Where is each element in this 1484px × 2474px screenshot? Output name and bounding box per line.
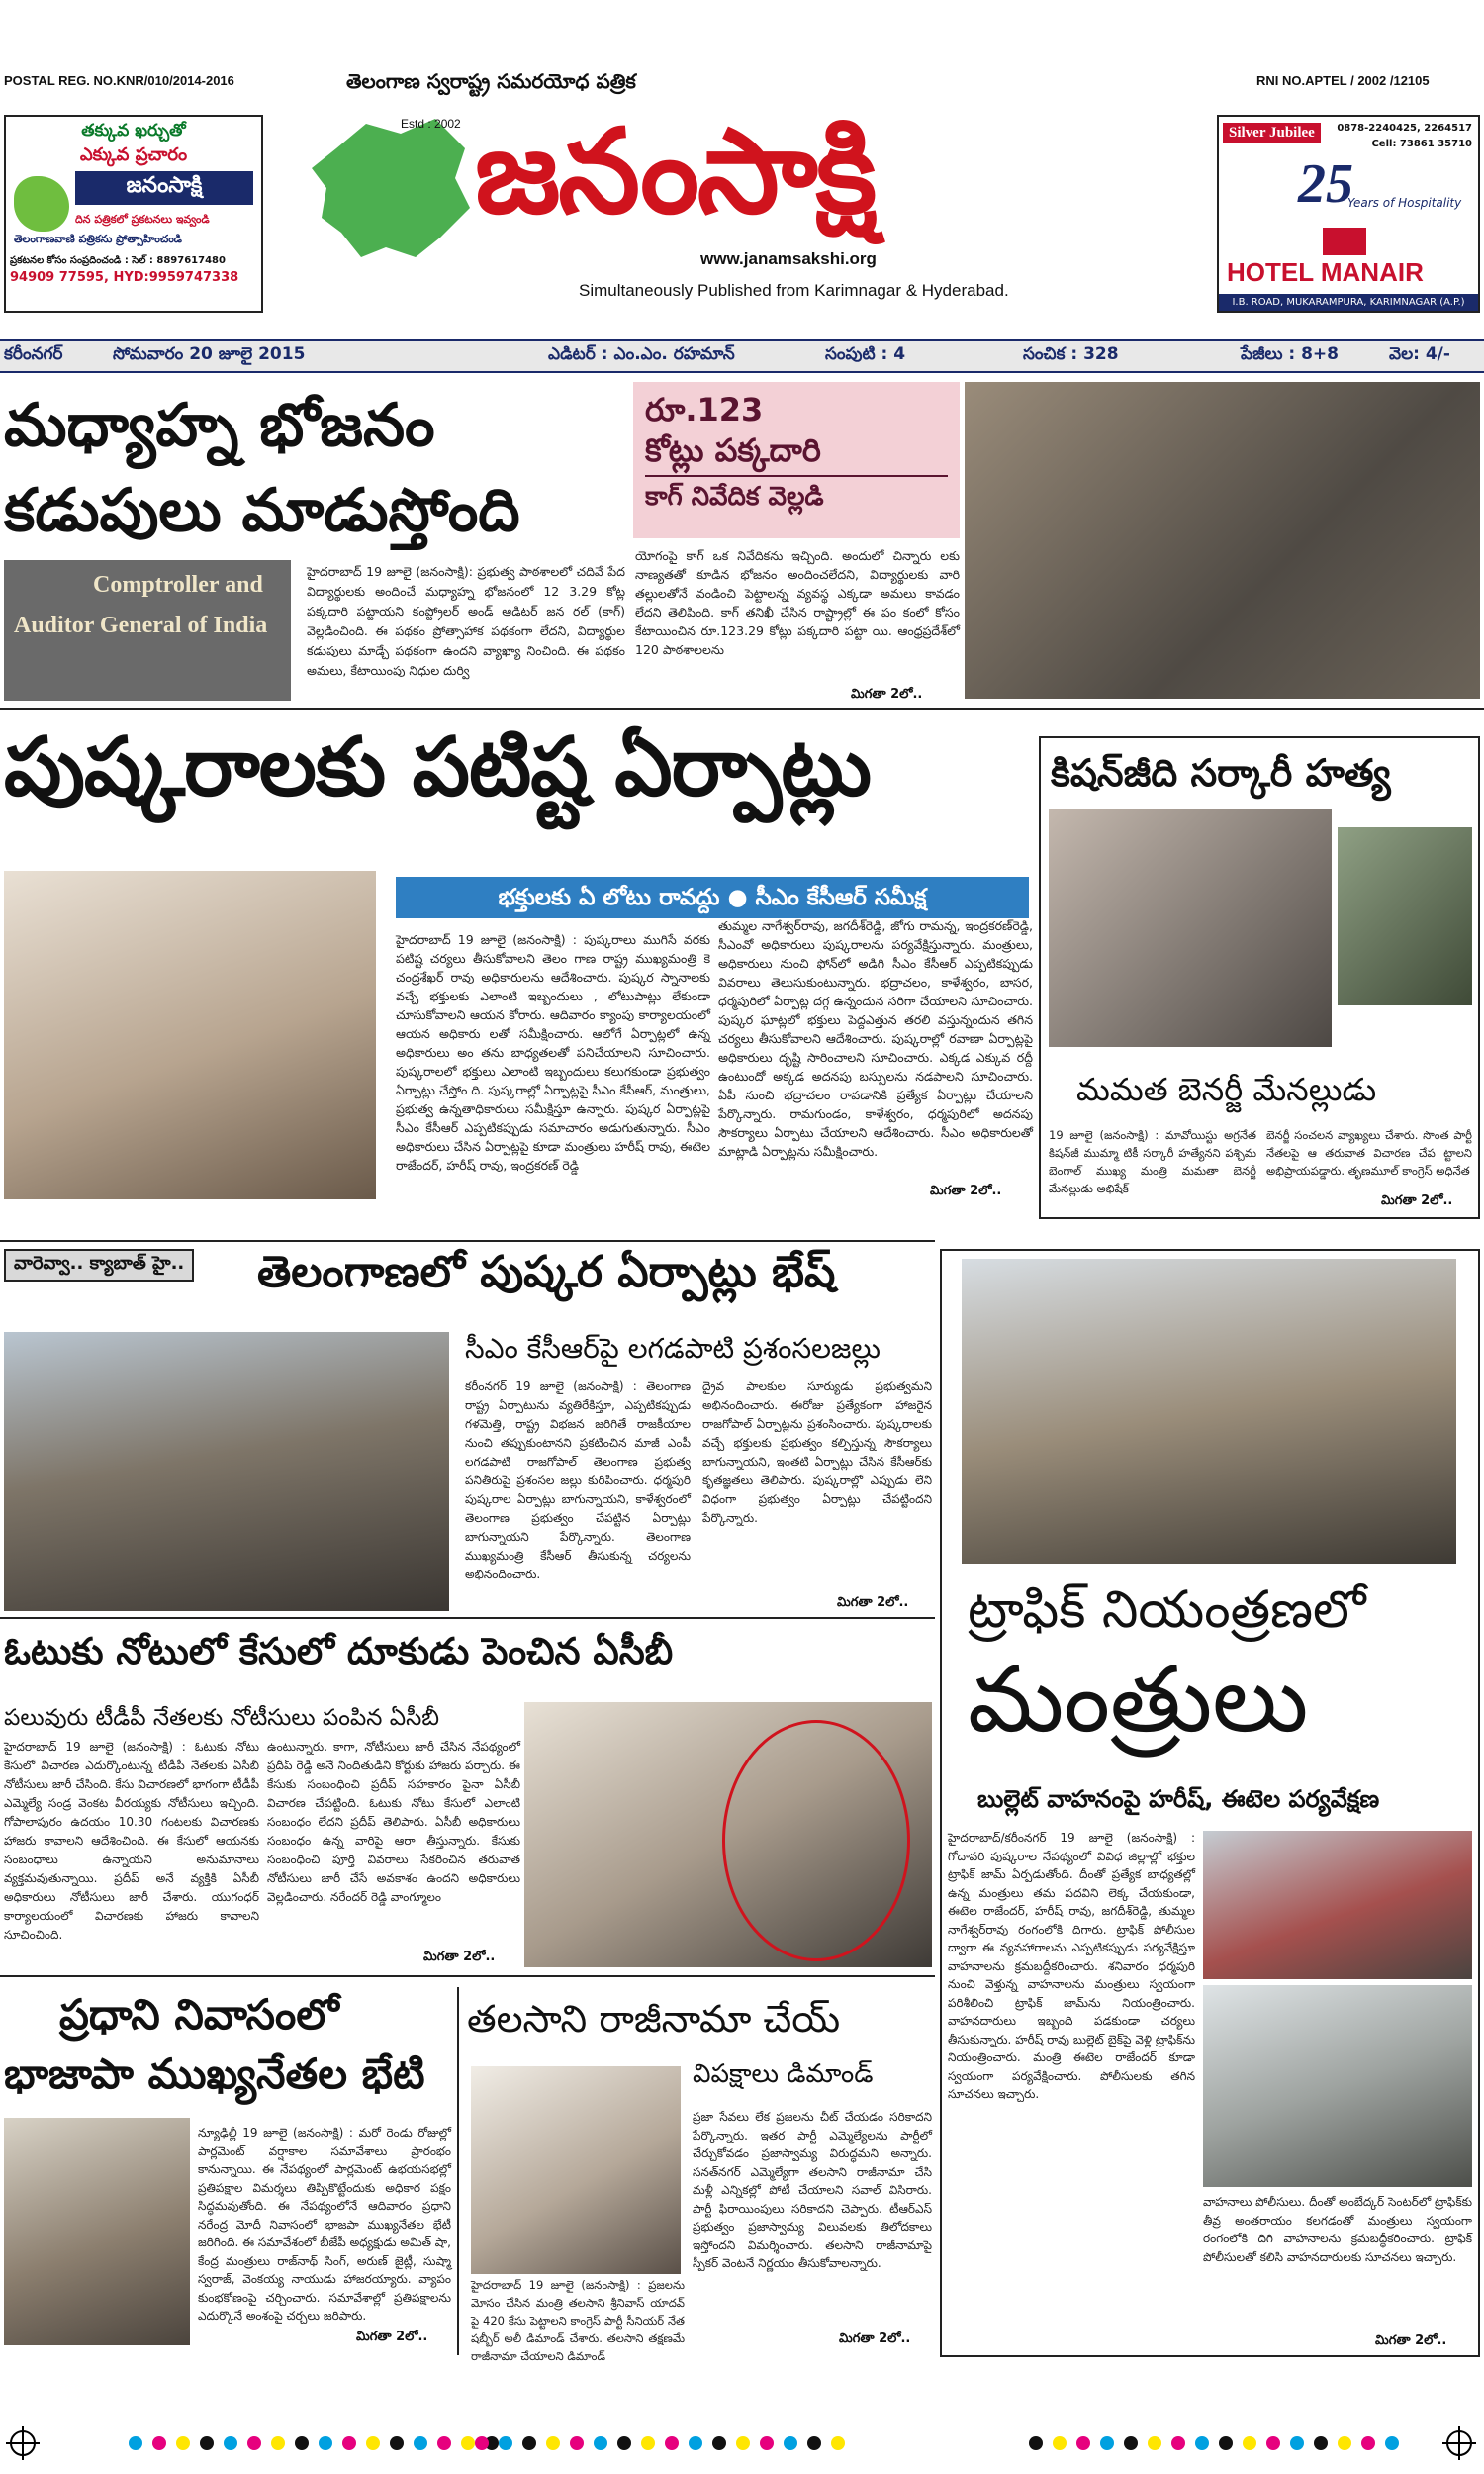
story6-headline: ట్రాఫిక్ నియంత్రణలో (968, 1580, 1366, 1640)
right-ad-phone1: 0878-2240425, 2264517 (1337, 123, 1472, 134)
bjp-leaders-photo (4, 2118, 190, 2345)
highlight-circle (722, 1720, 910, 1961)
children-eating-photo (965, 382, 1480, 699)
paper-title: జనంసాక్షి (475, 103, 876, 239)
divider (0, 1240, 935, 1242)
story6-headline-big: మంత్రులు (968, 1647, 1309, 1753)
story8-continued[interactable]: మిగతా 2లో.. (839, 2331, 911, 2346)
story5-continued[interactable]: మిగతా 2లో.. (423, 1950, 496, 1964)
cag-photo-text2: Auditor General of India (14, 613, 268, 638)
website-link[interactable]: www.janamsakshi.org (700, 249, 877, 268)
dateline-price: వెల: 4/- (1389, 344, 1450, 364)
dateline-issue: సంచిక : 328 (1023, 344, 1119, 364)
story7-continued[interactable]: మిగతా 2లో.. (356, 2330, 428, 2344)
dateline-date: సోమవారం 20 జూలై 2015 (113, 344, 306, 364)
divider (0, 1617, 935, 1619)
story5-column2: ఉంటున్నారు. కాగా, నోటీసులు జారీ చేసిన నేపథ్యంలో ప్రదీప్ రెడ్డి అనే నిందితుడిని కోర్టుకు హాజరు పర్చారు. ఈ కేసుకు సంబంధించి ప్రదీప్ సహకారం పైనా ఏసీబీ విచారణ చేపట్టింది. ఓటుకు నోటు కేసులో ఎలాంటి సంబంధం లేదని ప్రదీప్ తెలిపారు. ఏసీబీ అధికారులు సంబంధం ఉన్న వారిపై ఆరా తీస్తున్నారు. కేసుకు సంబంధించి పూర్తి వివరాలు సేకరించిన తరువాత నోటీసులు జారీ చేసే అవకాశం ఉందని అధికారులు వెల్లడించారు. నరేందర్ రెడ్డి వాంగ్మూలం (267, 1740, 520, 1904)
story1-column2: యోగంపై కాగ్ ఒక నివేదికను ఇచ్చింది. అందులో చిన్నారు లకు నాణ్యతతో కూడిన భోజనం అందించలేదని, విద్యార్థులకు వారి తల్లులతోనే వండించి పెట్టాలన్న వ్యవస్థ ఎక్కడా అమలు కావడం లేదని తెలిపింది. కాగ్ తనిఖీ చేసిన రాష్ట్రాల్లో ఈ పం కంలో కోసం కేటాయించిన రూ.123.29 కోట్లు పక్కదారి పట్టా యి. ఆంధ్రప్రదేశ్‌లో 120 పాఠశాలలను (635, 548, 960, 657)
story6-continued[interactable]: మిగతా 2లో.. (1375, 2333, 1447, 2348)
story8-column2: ప్రజా సేవలు లేక ప్రజలను చీట్ చేయడం సరికాదని పేర్కొన్నారు. ఇతర పార్టీ ఎమ్మెల్యేలను పార్టీలో చేర్చుకోవడం ప్రజాస్వామ్య విరుద్ధమని అన్నారు. సనత్‌నగర్ ఎమ్మెల్యేగా తలసాని రాజీనామా చేసి మళ్లీ ఎన్నికల్లో పోటీ చేయాలని సవాల్ విసిరారు. పార్టీ ఫిరాయింపులు సరికాదని చెప్పారు. టీఆర్ఎస్ ప్రభుత్వం ప్రజాస్వామ్య విలువలకు తిలోదకాలు ఇస్తోందని విమర్శించారు. తలసాని రాజీనామాపై స్పీకర్ వెంటనే నిర్ణయం తీసుకోవాలన్నారు. (693, 2110, 932, 2270)
dateline-pages: పేజీలు : 8+8 (1241, 344, 1339, 364)
left-ad-line1: తక్కువ ఖర్చుతో (81, 121, 186, 141)
cag-photo (4, 560, 291, 701)
story4-subhead: సీఎం కేసీఆర్‌పై లగడపాటి ప్రశంసలజల్లు (465, 1332, 881, 1365)
story6-subhead: బుల్లెట్ వాహనంపై హరీష్, ఈటెల పర్యవేక్షణ (977, 1785, 1380, 1813)
story2-column1: హైదరాబాద్ 19 జూలై (జనంసాక్షి) : పుష్కరాలు ముగిసే వరకు పటిష్ట చర్యలు తీసుకోవాలని తెలం గాణ రాష్ట్ర ముఖ్యమంత్రి కె చంద్రశేఖర్ రావు అధికారులను ఆదేశించారు. పుష్కర స్నానాలకు వచ్చే భక్తులకు ఎలాంటి ఇబ్బందులు , లోటుపాట్లు లేకుండా చూసుకోవాలని ఆయన కోరారు. ఆదివారం క్యాంపు కార్యాలయంలో ఆయన అధికారు లతో సమీక్షించారు. ఆలోగే ఏర్పాట్లలో ఉన్న అధికారులు అం తను బాధ్యతలతో పనిచేయాలని సూచించారు. పుష్కరాలలో భక్తులు ఎలాంటి ఇబ్బందులు కలుగకుండా ప్రభుత్వం ఏర్పాట్లు చేస్తోం ది. పుష్కరాల్లో ఏర్పాట్లపై సీఎం కేసీఆర్, మంత్రులు, ప్రభుత్వ ఉన్నతాధికారులు సమీక్షిస్తూ ఉన్నారు. పుష్కర ఏర్పాట్లపై సీఎం కేసీఆర్ ఎప్పటికప్పుడు సమాచారం అడుగుతున్నారు. సీఎం అధికారులు చేసిన ఏర్పాట్లపై కూడా మంత్రులు హరీష్ రావు, ఈటెల రాజేందర్, హరీష్ రావు, ఇంద్రకరణ్ రెడ్డి (396, 932, 710, 1173)
kcr-photo (4, 871, 376, 1199)
harish-phone-photo (962, 1259, 1456, 1564)
divider (0, 708, 1484, 710)
chandrababu-photo (524, 1702, 932, 1967)
story3-column2: బెనర్జీ సంచలన వ్యాఖ్యలు చేశారు. సొంత పార్టీ నేతలపై ఆ తరువాత విచారణ చేప ట్టాలని అభిప్రాయపడ్డారు. తృణమూల్ కాంగ్రెస్ అధినేత (1266, 1128, 1472, 1178)
lagadapati-photo (4, 1332, 449, 1611)
story1-box-line3: కాగ్ నివేదిక వెల్లడి (645, 475, 948, 517)
story5-column1: హైదరాబాద్ 19 జూలై (జనంసాక్షి) : ఓటుకు నోటు కేసులో విచారణ ఎదుర్కొంటున్న టీడీపీ నేతలకు ఏసీబీ నోటీసులు జారీ చేసింది. కేసు విచారణలో భాగంగా టీడీపీ ఎమ్మెల్యే సండ్ర వెంకట వీరయ్యకు నోటీసులు ఇచ్చింది. గోపాలాపురం ఉదయం 10.30 గంటలకు విచారణకు హాజరు కావాలని ఆదేశించింది. ఈ కేసులో ఆయనకు సంబంధాలు ఉన్నాయని అనుమానాలు వ్యక్తమవుతున్నాయి. ప్రదీప్ అనే వ్యక్తికి ఏసీబీ అధికారులు నోటీసులు జారీ చేశారు. యుగంధర్ కార్యాలయంలో విచారణకు హాజరు కావాలని సూచించింది. (4, 1740, 259, 1942)
story2-column2: తుమ్మల నాగేశ్వర్‌రావు, జగదీశ్‌రెడ్డి, జోగు రామన్న, ఇంద్రకరణ్‌రెడ్డి, సీఎంవో అధికారులు పుష్కరాలను పర్యవేక్షిస్తున్నారు. మంత్రులు, అధికారులు నుంచి ఫోన్‌లో అడిగి సీఎం కేసీఆర్ ఎప్పటికప్పుడు వివరాలు తెలుసుకుంటున్నారు. భద్రాచలం, కాళేశ్వరం, బాసర, ధర్మపురిలో ఏర్పాట్ల దగ్గ ఉన్నందున సరిగా చేయాలని సూచించారు. పుష్కర ఘాట్లలో భక్తులు పెద్దఎత్తున తరలి వస్తున్నందున తగిన చర్యలు తీసుకోవాలని ఆదేశించారు. పుష్కరాల్లో రవాణా ఏర్పాట్లపై అధికారులు దృష్టి సారించాలని సూచించారు. ఎక్కడ ఎక్కువ రద్దీ ఉంటుందో అక్కడ అదనపు బస్సులను నడపాలని సూచించారు. ఏపీ నుంచి భద్రాచలం రావడానికి ప్రత్యేక ఏర్పాట్లు చేయాలని పేర్కొన్నారు. రామగుండం, కాళేశ్వరం, ధర్మపురిలో అదనపు సౌకర్యాలు ఏర్పాటు చేయాలని ఆదేశించారు. సీఎం అధికారులతో మాట్లాడి ఏర్పాట్లను సమీక్షించారు. (718, 918, 1033, 1159)
story4-tag: వారెవ్వా.. క్యాబాత్ హై.. (4, 1249, 194, 1282)
dateline-volume: సంపుటి : 4 (825, 344, 906, 364)
right-ad-years: 25 (1298, 153, 1353, 215)
masthead-tagline: తెలంగాణ స్వరాష్ట్ర సమరయోధ పత్రిక (346, 69, 636, 93)
story1-continued[interactable]: మిగతా 2లో.. (851, 687, 923, 702)
left-ad-brand: జనంసాక్షి (75, 171, 253, 205)
hotel-logo-icon (1323, 228, 1366, 255)
kishanji-photo (1338, 827, 1472, 1005)
talasani-photo (471, 2066, 681, 2274)
story7-column1: న్యూఢిల్లీ 19 జూలై (జనంసాక్షి) : మరో రెండు రోజుల్లో పార్లమెంట్ వర్షాకాల సమావేశాలు ప్రారంభం కానున్నాయి. ఈ నేపథ్యంలో పార్లమెంట్ ఉభయసభల్లో ప్రతిపక్షాల విమర్శలు తిప్పికొట్టేందుకు అధికార పక్షం సిద్ధమవుతోంది. ఈ నేపథ్యంలోనే ఆదివారం ప్రధాని నరేంద్ర మోదీ నివాసంలో భాజపా ముఖ్యనేతల భేటీ జరిగింది. ఈ సమావేశంలో బీజేపీ అధ్యక్షుడు అమిత్ షా, కేంద్ర మంత్రులు రాజ్‌నాథ్ సింగ్, అరుణ్ జైట్లీ, సుష్మా స్వరాజ్, వెంకయ్య నాయుడు హాజరయ్యారు. వ్యాపం కుంభకోణంపై చర్చించారు. సమావేశాల్లో ప్రతిపక్షాలను ఎదుర్కొనే అంశంపై చర్చలు జరిపారు. (198, 2126, 451, 2323)
right-ad-banner: Silver Jubilee (1223, 123, 1321, 143)
story4-headline: తెలంగాణలో పుష్కర ఏర్పాట్లు భేష్ (257, 1247, 836, 1297)
story8-subhead: విపక్షాలు డిమాండ్ (693, 2059, 874, 2089)
left-ad-line3: దిన పత్రికలో ప్రకటనలు ఇవ్వండి (75, 213, 210, 226)
left-ad-line4: తెలంగాణవాణి పత్రికను ప్రోత్సాహించండి (14, 233, 182, 245)
story4-column2: ద్రైవ పాలకుల సూర్యుడు ప్రభుత్వమని అభినందించారు. ఈరోజు ప్రత్యేకంగా హాజరైన రాజగోపాల్ ఏర్పాట్లను ప్రశంసించారు. పుష్కరాలకు వచ్చే భక్తులకు ప్రభుత్వం కల్పిస్తున్న సౌకర్యాలు బాగున్నాయని, ఇంతటి ఏర్పాట్లు చేసిన కేసీఆర్‌కు కృతజ్ఞతలు తెలిపారు. పుష్కరాల్లో ఎప్పుడు లేని విధంగా ప్రభుత్వం ఏర్పాట్లు చేపట్టిందని పేర్కొన్నారు. (702, 1380, 932, 1525)
registration-mark-icon (10, 2430, 36, 2456)
story3-headline: కిషన్‌జీది సర్కారీ హత్య (1051, 751, 1391, 795)
ministers-road-photo (1203, 1985, 1472, 2187)
story7-headline1: ప్రధాని నివాసంలో (59, 1990, 339, 2039)
divider (0, 1975, 935, 1977)
story6-column1: హైదరాబాద్/కరీంనగర్ 19 జూలై (జనంసాక్షి) : గోదావరి పుష్కరాల నేపథ్యంలో వివిధ జిల్లాల్లో భక్తుల ట్రాఫిక్ జామ్ ఏర్పడుతోంది. దీంతో ప్రత్యేక బాధ్యతల్లో ఉన్న మంత్రులు తమ పదవిని లెక్క చేయకుండా, ఈటెల రాజేందర్, హరీష్ రావు, జగదీశ్‌రెడ్డి, తుమ్మల నాగేశ్వర్‌రావు రంగంలోకి దిగారు. ట్రాఫిక్ పోలీసుల ద్వారా ఈ వ్యవహారాలను ఎప్పటికప్పుడు పర్యవేక్షిస్తూ వాహనాలను క్రమబద్దీకరించారు. శనివారం ధర్మపురి నుంచి వెళ్తున్న వాహనాలను మంత్రులు స్వయంగా పరిశీలించి ట్రాఫిక్ జామ్‌ను నియంత్రించారు. వాహనదారులు ఇబ్బంది పడకుండా చర్యలు తీసుకున్నారు. హరీష్ రావు బుల్లెట్ బైక్‌పై వెళ్లి ట్రాఫిక్‌ను నియంత్రించారు. మంత్రి ఈటెల రాజేందర్ కూడా స్వయంగా పర్యవేక్షించారు. పోలీసులకు తగిన సూచనలు ఇచ్చారు. (948, 1831, 1195, 2101)
left-ad-contact2: 94909 77595, HYD:9959747338 (10, 270, 239, 285)
abhishek-photo (1049, 809, 1332, 1047)
story3-subhead: మమత బెనర్జీ మేనల్లుడు (1076, 1071, 1377, 1108)
story8-column1: హైదరాబాద్ 19 జూలై (జనంసాక్షి) : ప్రజలను మోసం చేసిన మంత్రి తలసాని శ్రీనివాస్ యాదవ్ పై 420 కేసు పెట్టాలని కాంగ్రెస్ పార్టీ సీనియర్ నేత షబ్బీర్ అలీ డిమాండ్ చేశారు. తలసాని తక్షణమే రాజీనామా చేయాలని డిమాండ్ (471, 2278, 685, 2363)
telangana-map-icon (307, 109, 475, 267)
story7-headline2: భాజాపా ముఖ్యనేతల భేటి (4, 2049, 425, 2098)
story1-box-line2: కోట్లు పక్కదారి (645, 431, 821, 469)
story3-continued[interactable]: మిగతా 2లో.. (1381, 1193, 1453, 1208)
story4-column1: కరీంనగర్ 19 జూలై (జనంసాక్షి) : తెలంగాణ రాష్ట్ర ఏర్పాటును వ్యతిరేకిస్తూ, ఎప్పటికప్పుడు గళమెత్తి, రాష్ట్ర విభజన జరిగితే రాజకీయాల నుంచి తప్పుకుంటానని ప్రకటించిన మాజీ ఎంపీ లగడపాటి రాజగోపాల్ తెలంగాణ ప్రభుత్వ పనితీరుపై ప్రశంసల జల్లు కురిపించారు. ధర్మపురి పుష్కరాల ఏర్పాట్లు బాగున్నాయని, కాళేశ్వరంలో తెలంగాణ ప్రభుత్వం చేపట్టిన ఏర్పాట్లు బాగున్నాయని పేర్కొన్నారు. తెలంగాణ ముఖ్యమంత్రి కేసీఆర్ తీసుకున్న చర్యలను అభినందించారు. (465, 1380, 691, 1581)
story1-column1: హైదరాబాద్ 19 జూలై (జనంసాక్షి): ప్రభుత్వ పాఠశాలలో చదివే పేద విద్యార్థులకు అందించే మధ్యాహ్న భోజనంలో 12 3.29 కోట్ల పక్కదారి పట్టాయని కంప్ట్రోలర్ అండ్ ఆడిటర్ జన రల్ (కాగ్) వెల్లడించింది. ఈ పథకం ప్రోత్సాహాక పథకంగా లేదని, విద్యార్థుల కడుపులు మాడ్చే పథకంగా ఉందని వ్యాఖ్యా నించింది. ఈ పథకం అమలు, కేటాయింపు నిధుల దుర్వి (307, 564, 625, 678)
story1-box-line1: రూ.123 (645, 391, 764, 428)
story1-highlight-box (633, 382, 960, 538)
right-ad-address: I.B. ROAD, MUKARAMPURA, KARIMNAGAR (A.P.) (1219, 294, 1478, 311)
story1-headline2: కడుపులు మాడుస్తోంది (4, 476, 520, 545)
traffic-car-photo (1203, 1831, 1472, 1979)
story3-column1: 19 జూలై (జనంసాక్షి) : మావోయిస్టు అగ్రనేత కిషన్‌జీ ముమ్మా టికీ సర్కారీ హత్యేనని పశ్చిమ బెంగాల్ ముఖ్య మంత్రి మమతా బెనర్జీ మేనల్లుడు అభిషేక్ (1049, 1128, 1256, 1195)
right-ad-phone2: Cell: 73861 35710 (1371, 139, 1472, 149)
color-bar-right (1029, 2436, 1399, 2450)
left-ad (4, 115, 263, 313)
color-bar-center (475, 2436, 845, 2450)
published-line: Simultaneously Published from Karimnagar & Hyderabad. (579, 281, 1009, 300)
estd-label: Estd : 2002 (401, 117, 461, 131)
rni-number: RNI NO.APTEL / 2002 /12105 (1256, 73, 1430, 88)
story2-headline: పుష్కరాలకు పటిష్ట ఏర్పాట్లు (4, 720, 871, 814)
story4-continued[interactable]: మిగతా 2లో.. (837, 1595, 909, 1610)
dateline-editor: ఎడిటర్ : ఎం.ఎం. రహమాన్ (548, 344, 735, 364)
story6-column2: వాహనాలు పోలీసులు. దీంతో అంబేద్కర్ సెంటర్‌లో ట్రాఫిక్‌కు తీవ్ర అంతరాయం కలగడంతో మంత్రులు స్వయంగా రంగంలోకి దిగి వాహనాలను క్రమబద్ధీకరించారు. ట్రాఫిక్ పోలీసులతో కలిసి వాహనదారులకు సూచనలు ఇచ్చారు. (1203, 2195, 1472, 2264)
right-ad-years-text: Years of Hospitality (1347, 196, 1462, 210)
right-ad (1217, 115, 1480, 313)
story5-subhead: పలువురు టీడీపీ నేతలకు నోటీసులు పంపిన ఏసీబీ (4, 1705, 439, 1731)
story8-headline: తలసాని రాజీనామా చేయ్ (467, 1997, 841, 2041)
story2-subhead: భక్తులకు ఏ లోటు రావద్దు ● సీఎం కేసీఆర్ సమీక్ష (396, 877, 1029, 918)
cag-photo-text1: Comptroller and (93, 572, 263, 598)
left-ad-line2: ఎక్కువ ప్రచారం (79, 144, 188, 165)
divider (457, 1987, 459, 2355)
dateline-city: కరీంనగర్ (4, 344, 63, 364)
story1-headline1: మధ్యాహ్న భోజనం (4, 391, 435, 460)
postal-reg: POSTAL REG. NO.KNR/010/2014-2016 (4, 73, 234, 88)
story5-headline: ఓటుకు నోటులో కేసులో దూకుడు పెంచిన ఏసీబీ (4, 1630, 674, 1672)
color-bar-left (129, 2436, 499, 2450)
story2-continued[interactable]: మిగతా 2లో.. (930, 1184, 1002, 1198)
left-ad-map-icon (14, 176, 69, 232)
right-ad-hotel: HOTEL MANAIR (1227, 257, 1424, 287)
dateline-bar (0, 339, 1484, 373)
left-ad-contact1: ప్రకటనల కోసం సంప్రదించండి : సెల్ : 8897617480 (10, 255, 226, 266)
registration-mark-icon (1446, 2430, 1472, 2456)
